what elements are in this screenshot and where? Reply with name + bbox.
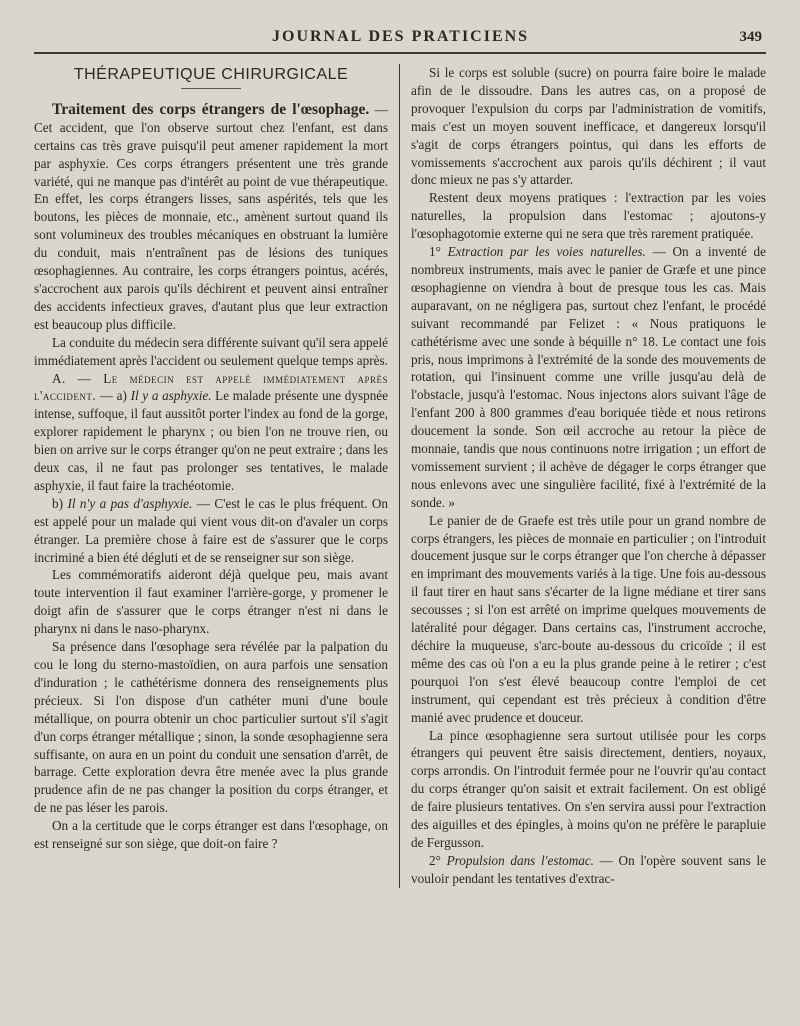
article-title: Traitement des corps étrangers de l'œsophage. bbox=[52, 100, 370, 118]
right-column bbox=[400, 64, 766, 888]
paragraph-text: 2° bbox=[429, 852, 447, 868]
paragraph-text: — C'est le cas le plus fréquent. On est appelé pour un malade qui vient vous dit-on d'avaler un corps étranger. La première chose à faire est de s'assurer que le corps incriminé a bien été dégluti et de se renseigner sur son siège. bbox=[34, 495, 388, 565]
subsection-label: A. — Le médecin est appelé immédiatement après l'accident. bbox=[34, 370, 388, 404]
page-number: 349 bbox=[739, 29, 762, 45]
paragraph: La pince œsophagienne sera surtout utilisée pour les corps étrangers qui peuvent être saisis directement, dentiers, noyaux, corps arrondis. On l'introduit fermée pour ne l'ouvrir qu'au contact du corps étranger qu'on saisit et extrait facilement. On est obligé de faire plusieurs tentatives. On s'en servira aussi pour l'extraction des aiguilles et des épingles, à moins qu'on ne préfère le parapluie de Fergusson. bbox=[411, 727, 766, 850]
paragraph-text: b) bbox=[52, 495, 68, 511]
paragraph: Le panier de de Graefe est très utile pour un grand nombre de corps étrangers, les pièces de monnaie en particulier ; on l'introduit doucement jusque sur le corps étranger que l'on cherche à dépasser en imprimant des mouvements variés à la tige. Une fois au-dessous il faut tirer en haut sans s'écarter de la ligne médiane et tirer sans secousses ; si l'on est arrêté on imprime quelques mouvements de latéralité pour dégager. Dans certains cas, l'instrument accroche, déchire la muqueuse, s'arc-boute au-dessous du cricoïde ; il est même des cas où l'on a eu la plus grande peine à le retirer ; c'est pourquoi l'on s'est élevé beaucoup contre l'emploi de cet instrument, qui cependant est très précieux à condition d'être manié avec prudence et douceur. bbox=[411, 512, 766, 725]
paragraph bbox=[34, 101, 388, 334]
paragraph bbox=[34, 495, 388, 567]
case-heading: Il y a asphyxie. bbox=[130, 388, 212, 404]
section-title: THÉRAPEUTIQUE CHIRURGICALE bbox=[73, 66, 349, 83]
paragraph-text: — On a inventé de nombreux instruments, mais avec le panier de Græfe et une pince œsophagienne on viendra à bout de presque tous les cas. Mais auparavant, on ne négligera pas, surtout chez l'enfant, le procédé suivant recommandé par Felizet : « Nous pratiquons le cathétérisme avec une sonde à béquille n° 18. Le contact une fois pris, nous imprimons à l'extrémité de la sonde des mouvements de rotation, qui l'insinuent comme une vrille jusqu'au delà de l'obstacle, jusqu'à l'estomac. Nous injectons alors suivant l'âge de l'enfant 200 à 800 grammes d'eau boriquée tiède et nous retirons doucement la sonde. Son œil accroche au retour la pièce de monnaie, tandis que nous continuons notre irrigation ; un effort de vomissement survient ; il achève de dégager le corps étranger que nous enlevons avec une singulière facilité, fixé à l'extrémité de la sonde. » bbox=[411, 244, 766, 510]
paragraph-text: — On l'opère souvent sans le vouloir pendant les tentatives d'extrac- bbox=[411, 852, 766, 886]
case-heading: Il n'y a pas d'asphyxie. bbox=[67, 495, 193, 511]
paragraph-text: Le malade présente une dyspnée intense, suffoque, il faut aussitôt porter l'index au fond de la gorge, explorer rapidement le pharynx ; ou bien l'on ne trouve rien, ou bien on arrive sur le corps étranger qu'on ne peut extraire ; dans les deux cas, il ne faut pas prolonger ses tentatives, le malade asphyxie, il faut faire la trachéotomie. bbox=[34, 388, 388, 493]
paragraph bbox=[411, 852, 766, 888]
paragraph: Les commémoratifs aideront déjà quelque peu, mais avant toute intervention il faut examiner l'arrière-gorge, y promener le doigt afin de s'assurer que le corps étranger n'est ni dans le pharynx ni dans le naso-pharynx. bbox=[34, 567, 388, 637]
paragraph bbox=[411, 243, 766, 512]
running-title: JOURNAL DES PRATICIENS bbox=[272, 28, 530, 45]
paragraph bbox=[34, 370, 388, 495]
left-column bbox=[34, 64, 400, 888]
paragraph-text: — Cet accident, que l'on observe surtout chez l'enfant, est dans certains cas très grave puisqu'il peut amener rapidement la mort par asphyxie. Ces corps étrangers présentent une très grande variété, qui ne manque pas d'intérêt au point de vue thérapeutique. En effet, les corps étrangers lisses, sans aspérités, tels que les boutons, les pièces de monnaie, etc., amènent surtout quand ils sont volumineux des troubles mécaniques en obstruant la lumière du conduit, mais n'entraînent pas de lésions des tuniques œsophagiennes. Au contraire, les corps étrangers pointus, acérés, s'accrochent aux parois qu'ils déchirent et peuvent ainsi entraîner des accidents infectieux graves, d'autant plus que leur extraction est beaucoup plus difficile. bbox=[34, 101, 388, 332]
paragraph: On a la certitude que le corps étranger est dans l'œsophage, on est renseigné sur son siège, que doit-on faire ? bbox=[34, 818, 388, 852]
paragraph-text: 1° bbox=[429, 244, 448, 260]
page-header bbox=[34, 28, 766, 54]
text-columns bbox=[34, 64, 766, 888]
subsection-heading: Propulsion dans l'estomac. bbox=[446, 852, 594, 868]
subsection-heading: Extraction par les voies naturelles. bbox=[447, 244, 646, 260]
paragraph: Sa présence dans l'œsophage sera révélée par la palpation du cou le long du sterno-mastoïdien, on aura parfois une sensation d'induration ; le cathétérisme donnera des renseignements plus précieux. Si l'on dispose d'un cathéter muni d'une boule métallique, on pourra obtenir un choc particulier surtout s'il s'agit d'un corps étranger métallique ; sinon, la sonde œsophagienne sera suffisante, on aura en un point du conduit une sensation d'arrêt, de barrage. Cette exploration devra être menée avec la plus grande prudence afin de ne pas changer la position du corps étranger, et de ne pas léser les parois. bbox=[34, 639, 388, 816]
title-rule bbox=[181, 88, 241, 89]
paragraph: La conduite du médecin sera différente suivant qu'il sera appelé immédiatement après l'accident ou seulement quelque temps après. bbox=[34, 334, 388, 368]
paragraph-text: — a) bbox=[96, 388, 131, 404]
paragraph: Si le corps est soluble (sucre) on pourra faire boire le malade afin de le dissoudre. Dans les autres cas, on a proposé de provoquer l'expulsion du corps par l'administration de vomitifs, mais c'est un moyen souvent inefficace, et dangereux lorsqu'il s'agit de corps étrangers pointus, qui dans les efforts de vomissements s'accrochent aux parois qu'ils déchirent ; il vaut donc mieux ne pas s'y attarder. bbox=[411, 65, 766, 188]
paragraph: Restent deux moyens pratiques : l'extraction par les voies naturelles, la propulsion dans l'estomac ; ajoutons-y l'œsophagotomie externe qui ne sera que très rarement pratiquée. bbox=[411, 190, 766, 242]
